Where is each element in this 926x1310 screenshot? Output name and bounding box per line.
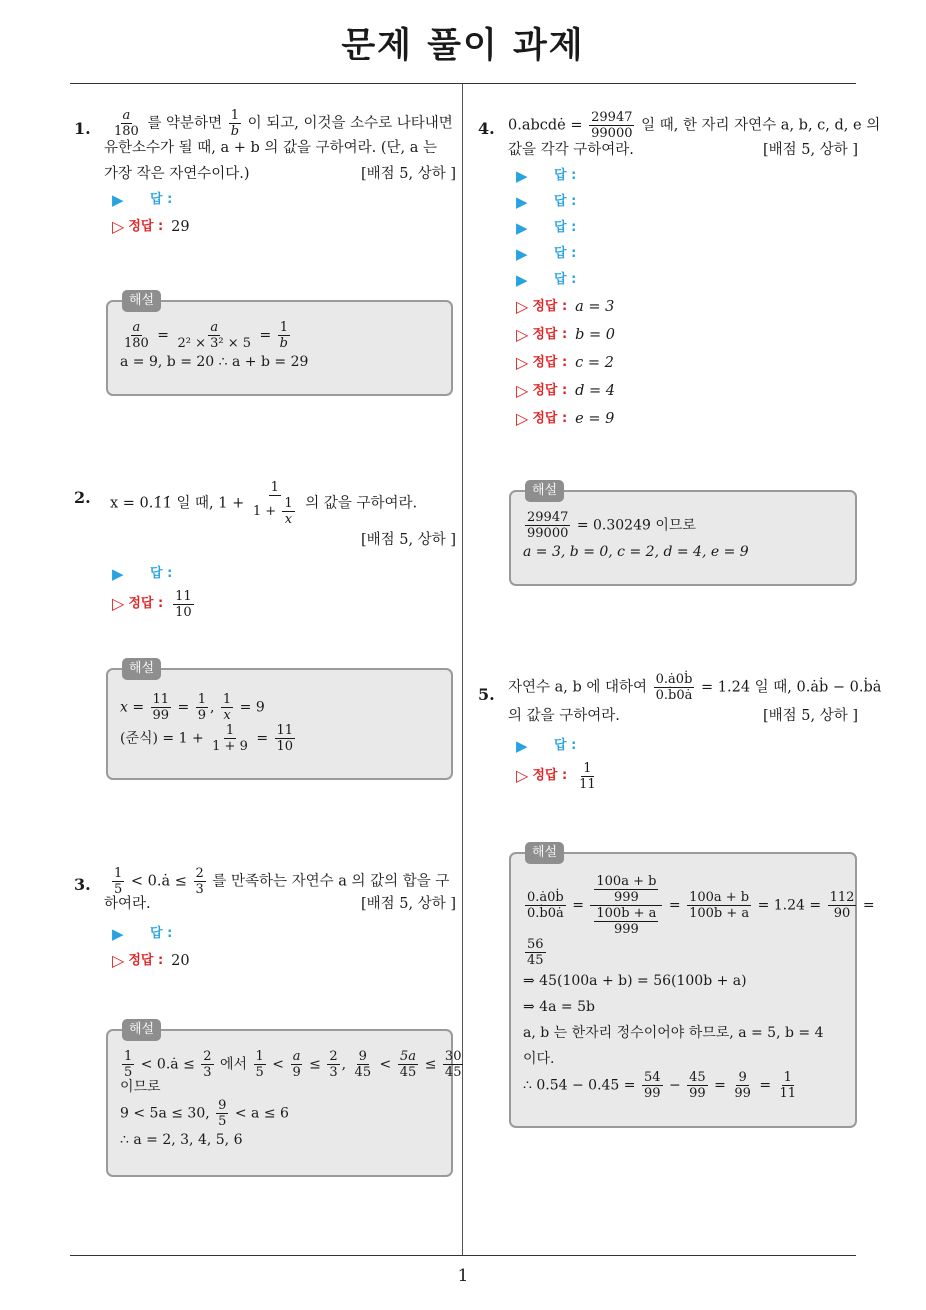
- solution-box: 해설 x = $\frac{11}{99}$ = $\frac{1}{9}$ , $\frac{1}{x}$ = 9 (준식) = 1 + $\frac{1}{1 + 9}$ = $\frac{11}{10}$: [106, 668, 453, 780]
- outline-triangle-icon: ▷: [516, 353, 529, 372]
- question-line: 가장 작은 자연수이다.): [104, 166, 250, 182]
- correct-answer: ▷ 정답 : b = 0: [516, 321, 858, 349]
- fraction: $\frac{a}{180}$: [114, 108, 139, 139]
- fraction: 1 1 + $\frac{1}{x}$: [252, 480, 293, 527]
- answer-row[interactable]: ▶ 답 :: [516, 163, 858, 189]
- correct-answer: ▷ 정답 : a = 3: [516, 293, 858, 321]
- solution-box: 해설 $\frac{\text{0.ȧ0ḃ}}{\text{0.ḃ0ȧ}}$ = $\frac{\frac{100a + b}{999}}{\frac{100b + a}{999}}$ = $\frac{100a + b}{100b + a}$ = 1.24̇ = $\frac{112}{90}$ = $\frac{56}{45}$ ⇒ 45(100a + b) = 56(100b + a) ⇒ 4a = 5b a, b 는 한자리 정수이어야 하므로, a = 5, b = 4 이다. ∴ 0.5̇4̇ − 0.4̇5̇ = $\frac{54}{99}$ − $\frac{45}{99}$ = $\frac{9}{99}$ = $\frac{1}{11}$: [509, 852, 857, 1128]
- bottom-rule: [70, 1255, 856, 1256]
- score-meta: [배점 5, 상하 ]: [762, 142, 858, 158]
- answer-row[interactable]: ▶ 답 :: [516, 215, 858, 241]
- correct-answer: ▷ 정답 : 29: [112, 213, 456, 241]
- question-line: 자연수 a, b 에 대하여 $\frac{\text{0.ȧ0ḃ}}{\text{0.ḃ0ȧ}}$ = 1.24̇ 일 때, 0.ȧḃ − 0.ḃȧ: [508, 672, 882, 703]
- score-meta: [배점 5, 상하 ]: [360, 166, 456, 182]
- problem-number: 3.: [74, 875, 91, 894]
- problem-5: [478, 672, 882, 793]
- correct-answer: ▷ 정답 : 20: [112, 947, 456, 975]
- question-line: $\frac{a}{180}$ 를 약분하면 $\frac{1}{b}$ 이 되고, 이것을 소수로 나타내면: [114, 108, 453, 139]
- solution-box: 해설 $\frac{a}{180}$ = $\frac{a}{\text{2² × 3² × 5}}$ = $\frac{1}{b}$ a = 9, b = 20 ∴ a + b = 29: [106, 300, 453, 396]
- score-meta: [배점 5, 상하 ]: [360, 532, 456, 548]
- outline-triangle-icon: ▷: [516, 381, 529, 400]
- outline-triangle-icon: ▷: [516, 325, 529, 344]
- answer-row[interactable]: ▶ 답 :: [516, 241, 858, 267]
- play-triangle-icon: ▶: [516, 271, 528, 289]
- answer-row[interactable]: ▶ 답 :: [112, 921, 456, 947]
- solution-tag: 해설: [525, 842, 564, 864]
- play-triangle-icon: ▶: [112, 191, 124, 209]
- outline-triangle-icon: ▷: [516, 766, 529, 785]
- answer-row[interactable]: ▶ 답 :: [516, 733, 858, 759]
- play-triangle-icon: ▶: [112, 925, 124, 943]
- outline-triangle-icon: ▷: [516, 297, 529, 316]
- question-line: x = 0.1̇1̇ 일 때, 1 + 1 1 + $\frac{1}{x}$ 의 값을 구하여라.: [110, 480, 418, 527]
- correct-answer: ▷ 정답 : $\frac{11}{10}$: [112, 588, 192, 620]
- problem-3: [74, 866, 456, 975]
- outline-triangle-icon: ▷: [516, 409, 529, 428]
- outline-triangle-icon: ▷: [112, 217, 125, 236]
- problem-number: 2.: [74, 488, 91, 507]
- problem-2: [74, 480, 456, 621]
- correct-answer: ▷ 정답 : c = 2: [516, 349, 858, 377]
- solution-box: 해설 $\frac{29947}{99000}$ = 0.3024̇9̇ 이므로 a = 3, b = 0, c = 2, d = 4, e = 9: [509, 490, 857, 586]
- solution-tag: 해설: [122, 1019, 161, 1041]
- solution-tag: 해설: [122, 658, 161, 680]
- play-triangle-icon: ▶: [516, 245, 528, 263]
- answer-row[interactable]: ▶ 답 :: [112, 187, 456, 213]
- question-line: 0.abcdė = $\frac{29947}{99000}$ 일 때, 한 자리 자연수 a, b, c, d, e 의: [508, 110, 881, 141]
- problem-number: 1.: [74, 119, 91, 138]
- question-line: $\frac{1}{5}$ < 0.ȧ ≤ $\frac{2}{3}$ 를 만족하는 자연수 a 의 값의 합을 구: [114, 866, 450, 897]
- answer-row[interactable]: ▶ 답 :: [516, 189, 858, 215]
- play-triangle-icon: ▶: [516, 737, 528, 755]
- outline-triangle-icon: ▷: [112, 951, 125, 970]
- score-meta: [배점 5, 상하 ]: [762, 708, 858, 724]
- fraction: $\frac{1}{b}$: [230, 108, 240, 139]
- solution-tag: 해설: [122, 290, 161, 312]
- top-rule: [70, 83, 856, 84]
- question-line: 하여라.: [104, 896, 151, 912]
- play-triangle-icon: ▶: [516, 167, 528, 185]
- problem-number: 4.: [478, 119, 495, 138]
- page-title: 문제 풀이 과제: [341, 26, 585, 66]
- correct-answer: ▷ 정답 : d = 4: [516, 377, 858, 405]
- question-line: 유한소수가 될 때, a + b 의 값을 구하여라. (단, a 는: [104, 140, 438, 156]
- play-triangle-icon: ▶: [112, 565, 124, 583]
- question-line: 의 값을 구하여라.: [508, 708, 620, 724]
- column-divider: [462, 84, 463, 1256]
- outline-triangle-icon: ▷: [112, 594, 125, 613]
- correct-answer: ▷ 정답 : e = 9: [516, 405, 858, 433]
- answer-row[interactable]: ▶ 답 :: [112, 561, 456, 587]
- correct-answer: ▷ 정답 : $\frac{1}{11}$: [516, 760, 596, 792]
- problem-1: [74, 108, 456, 241]
- solution-tag: 해설: [525, 480, 564, 502]
- problem-number: 5.: [478, 685, 495, 704]
- solution-box: 해설 $\frac{1}{5}$ < 0.ȧ ≤ $\frac{2}{3}$ 에서 $\frac{1}{5}$ < $\frac{a}{9}$ ≤ $\frac{2}{3}$ , $\frac{9}{45}$ < $\frac{5a}{45}$ ≤ $\frac{30}{45}$ 이므로 9 < 5a ≤ 30, $\frac{9}{5}$ < a ≤ 6 ∴ a = 2, 3, 4, 5, 6: [106, 1029, 453, 1177]
- question-line: 값을 각각 구하여라.: [508, 142, 634, 158]
- score-meta: [배점 5, 상하 ]: [360, 896, 456, 912]
- play-triangle-icon: ▶: [516, 219, 528, 237]
- problem-4: [478, 110, 881, 433]
- answer-row[interactable]: ▶ 답 :: [516, 267, 858, 293]
- page-number: 1: [457, 1266, 469, 1286]
- play-triangle-icon: ▶: [516, 193, 528, 211]
